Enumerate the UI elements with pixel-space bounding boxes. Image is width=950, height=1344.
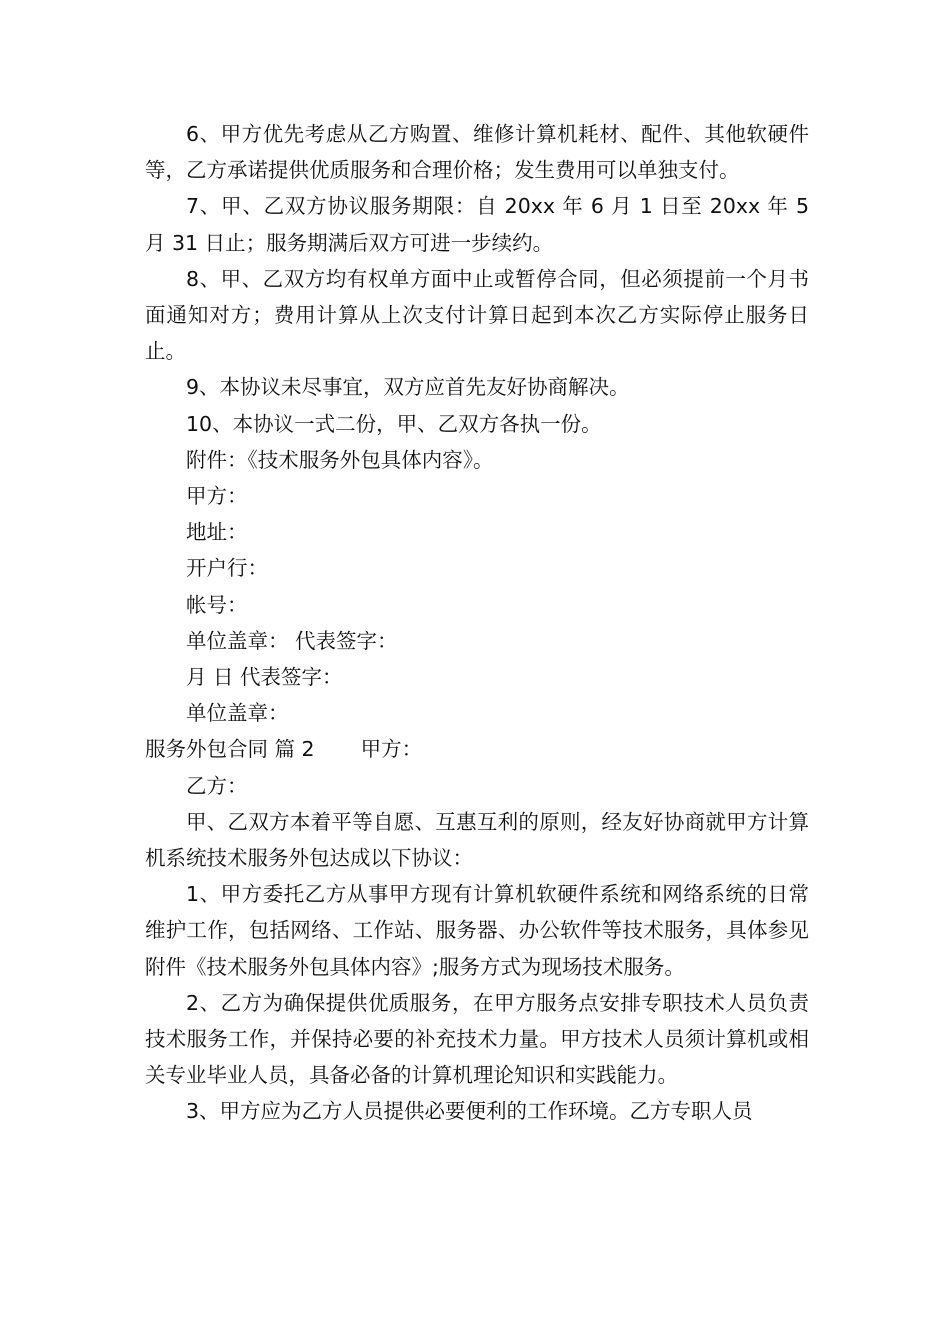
account-field: 帐号： <box>186 592 248 617</box>
clause-7: 7、甲、乙双方协议服务期限：自 20xx 年 6 月 1 日至 20xx 年 5 月 31 日止；服务期满后双方可进一步续约。 <box>145 194 809 255</box>
section-2-heading <box>145 731 809 767</box>
clause-9: 9、本协议未尽事宜，双方应首先友好协商解决。 <box>186 375 630 400</box>
document-page <box>145 116 809 1130</box>
clause-6: 6、甲方优先考虑从乙方购置、维修计算机耗材、配件、其他软硬件等，乙方承诺提供优质服务和合理价格；发生费用可以单独支付。 <box>145 122 809 183</box>
section-2-clause-1: 1、甲方委托乙方从事甲方现有计算机软硬件系统和网络系统的日常维护工作，包括网络、工作站、服务器、办公软件等技术服务，具体参见附件《技术服务外包具体内容》;服务方式为现场技术服务。 <box>145 882 809 979</box>
section-2-clause-2: 2、乙方为确保提供优质服务，在甲方服务点安排专职技术人员负责技术服务工作，并保持必要的补充技术力量。甲方技术人员须计算机或相关专业毕业人员，具备必备的计算机理论知识和实践能力。 <box>145 990 809 1088</box>
section-2-intro: 甲、乙双方本着平等自愿、互惠互利的原则，经友好协商就甲方计算机系统技术服务外包达成以下协议： <box>145 809 809 871</box>
attachment-line: 附件：《技术服务外包具体内容》。 <box>186 447 494 472</box>
section-2-party-b: 乙方： <box>186 773 248 798</box>
section-2-clause-3: 3、甲方应为乙方人员提供必要便利的工作环境。乙方专职人员 <box>186 1099 753 1124</box>
clause-8: 8、甲、乙双方均有权单方面中止或暂停合同，但必须提前一个月书面通知对方；费用计算从上次支付计算日起到本次乙方实际停止服务日止。 <box>145 266 809 364</box>
date-signature-field: 月 日 代表签字： <box>186 665 343 690</box>
section-2-party-a: 甲方： <box>360 737 423 762</box>
address-field: 地址： <box>186 520 248 545</box>
bank-field: 开户行： <box>186 556 268 581</box>
seal-field: 单位盖章： <box>186 701 289 726</box>
section-2-title: 服务外包合同 篇 2 <box>145 737 315 762</box>
seal-signature-field: 单位盖章： 代表签字： <box>186 628 398 653</box>
party-a-field: 甲方： <box>186 484 248 509</box>
clause-10: 10、本协议一式二份，甲、乙双方各执一份。 <box>186 411 602 436</box>
